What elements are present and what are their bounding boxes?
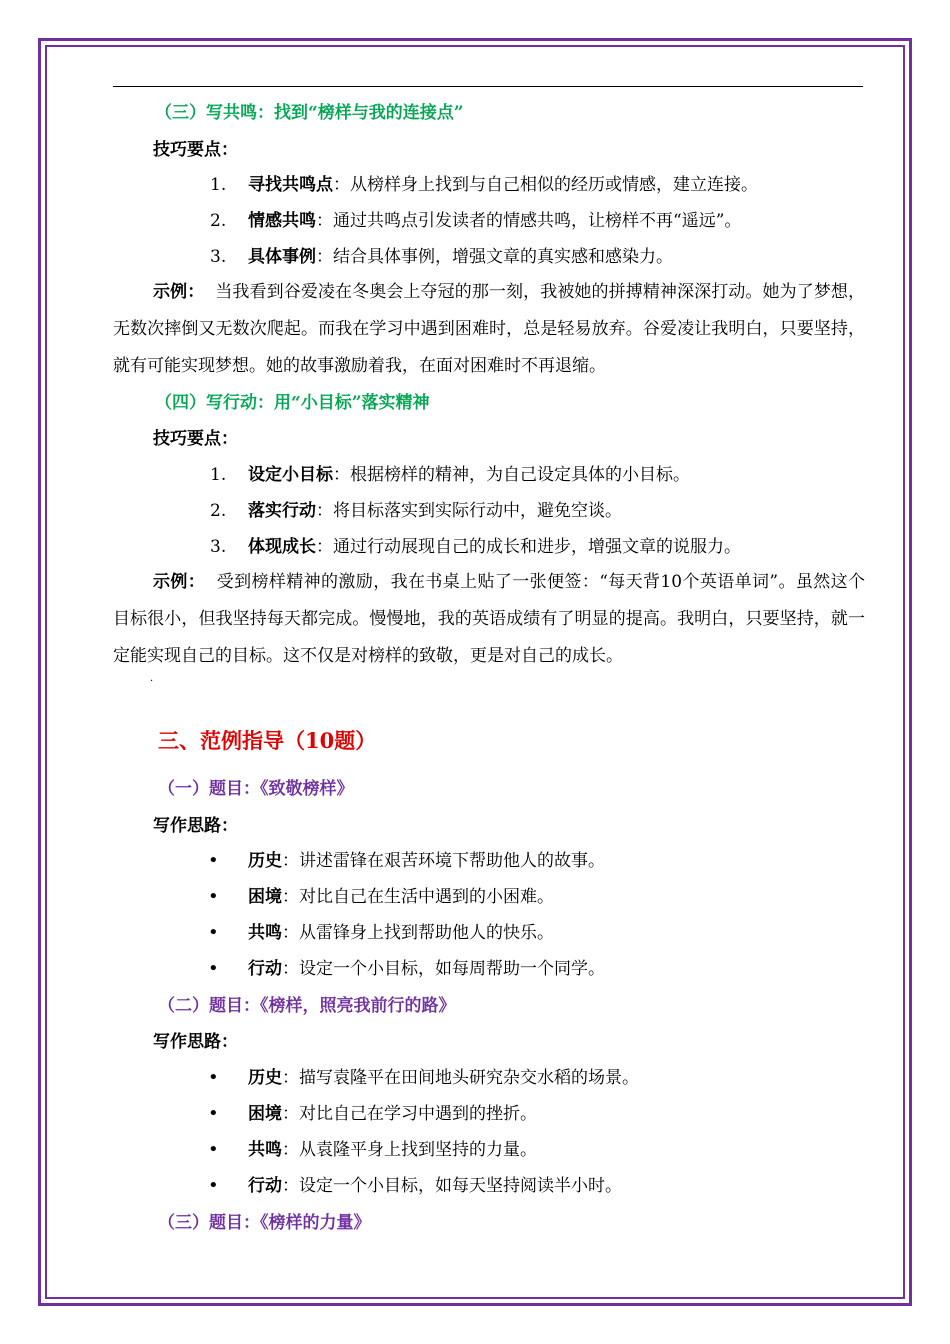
list-item: [248, 246, 673, 268]
list-item: [248, 958, 605, 980]
tips-label: 技巧要点：: [153, 429, 238, 449]
list-number: 1.: [210, 175, 227, 195]
topic-heading: （二）题目：《榜样，照亮我前行的路》: [158, 996, 456, 1016]
list-item-term: 困境: [248, 887, 282, 907]
list-item-term: 设定小目标: [248, 465, 333, 485]
list-item: [248, 1175, 622, 1197]
list-item: [248, 174, 758, 196]
example-text: 当我看到谷爱凌在冬奥会上夺冠的那一刻，我被她的拼搏精神深深打动。她为了梦想，无数次摔倒又无数次爬起。而我在学习中遇到困难时，总是轻易放弃。谷爱凌让我明白，只要坚持，就有可能实现梦想。她的故事激励着我，在面对困难时不再退缩。: [113, 282, 866, 376]
section-heading: （三）写共鸣：找到“榜样与我的连接点”: [155, 103, 464, 123]
list-item-term: 体现成长: [248, 537, 316, 557]
example-label: 示例：: [153, 282, 205, 302]
example-text: 受到榜样精神的激励，我在书桌上贴了一张便签：“每天背10个英语单词”。虽然这个目标很小，但我坚持每天都完成。慢慢地，我的英语成绩有了明显的提高。我明白，只要坚持，就一定能实现自己的目标。这不仅是对榜样的致敬，更是对自己的成长。: [113, 572, 865, 666]
writing-idea-label: 写作思路：: [153, 816, 238, 836]
list-item: [248, 1067, 639, 1089]
list-item: [248, 1103, 537, 1125]
list-item: [248, 1139, 537, 1161]
list-item-term: 寻找共鸣点: [248, 175, 333, 195]
list-item-term: 情感共鸣: [248, 211, 316, 231]
list-item-text: ：根据榜样的精神，为自己设定具体的小目标。: [333, 465, 690, 485]
list-number: 2.: [210, 211, 227, 231]
bullet-icon: •: [208, 1139, 219, 1160]
topic-heading: （三）题目：《榜样的力量》: [158, 1213, 371, 1233]
list-item: [248, 210, 741, 232]
section-heading: （四）写行动：用“小目标”落实精神: [155, 393, 430, 413]
example-paragraph: [113, 564, 865, 675]
example-paragraph: [113, 274, 865, 385]
list-item-term: 具体事例: [248, 247, 316, 267]
list-number: 3.: [210, 247, 227, 267]
list-item-text: ：从雷锋身上找到帮助他人的快乐。: [282, 923, 554, 943]
bullet-icon: •: [208, 1067, 219, 1088]
example-label: 示例：: [153, 572, 206, 592]
list-item-text: ：讲述雷锋在艰苦环境下帮助他人的故事。: [282, 851, 605, 871]
list-number: 2.: [210, 501, 227, 521]
list-item: [248, 464, 690, 486]
list-item-term: 落实行动: [248, 501, 316, 521]
list-item-term: 共鸣: [248, 1140, 282, 1160]
list-number: 3.: [210, 537, 227, 557]
list-item-text: ：描写袁隆平在田间地头研究杂交水稻的场景。: [282, 1068, 639, 1088]
list-item-text: ：对比自己在生活中遇到的小困难。: [282, 887, 554, 907]
writing-idea-label: 写作思路：: [153, 1032, 238, 1052]
bullet-icon: •: [208, 1175, 219, 1196]
list-item-text: ：对比自己在学习中遇到的挫折。: [282, 1104, 537, 1124]
list-item-term: 历史: [248, 1068, 282, 1088]
list-item-text: ：从袁隆平身上找到坚持的力量。: [282, 1140, 537, 1160]
list-item-text: ：设定一个小目标，如每周帮助一个同学。: [282, 959, 605, 979]
tips-label: 技巧要点：: [153, 140, 238, 160]
list-item-term: 行动: [248, 1176, 282, 1196]
topic-heading: （一）题目：《致敬榜样》: [158, 779, 354, 799]
bullet-icon: •: [208, 850, 219, 871]
list-item-term: 困境: [248, 1104, 282, 1124]
header-rule: [113, 86, 863, 87]
list-number: 1.: [210, 465, 227, 485]
list-item-term: 共鸣: [248, 923, 282, 943]
list-item-text: ：将目标落实到实际行动中，避免空谈。: [316, 501, 622, 521]
bullet-icon: •: [208, 922, 219, 943]
list-item-text: ：通过共鸣点引发读者的情感共鸣，让榜样不再“遥远”。: [316, 211, 742, 231]
bullet-icon: •: [208, 886, 219, 907]
list-item: [248, 886, 554, 908]
stray-dot: ·: [150, 676, 154, 687]
list-item: [248, 536, 741, 558]
list-item: [248, 500, 622, 522]
part-title: 三、范例指导（10题）: [158, 728, 377, 753]
bullet-icon: •: [208, 958, 219, 979]
list-item-text: ：从榜样身上找到与自己相似的经历或情感，建立连接。: [333, 175, 758, 195]
list-item-text: ：通过行动展现自己的成长和进步，增强文章的说服力。: [316, 537, 741, 557]
list-item-term: 行动: [248, 959, 282, 979]
bullet-icon: •: [208, 1103, 219, 1124]
list-item: [248, 922, 554, 944]
list-item-term: 历史: [248, 851, 282, 871]
list-item-text: ：设定一个小目标，如每天坚持阅读半小时。: [282, 1176, 622, 1196]
list-item-text: ：结合具体事例，增强文章的真实感和感染力。: [316, 247, 673, 267]
list-item: [248, 850, 605, 872]
